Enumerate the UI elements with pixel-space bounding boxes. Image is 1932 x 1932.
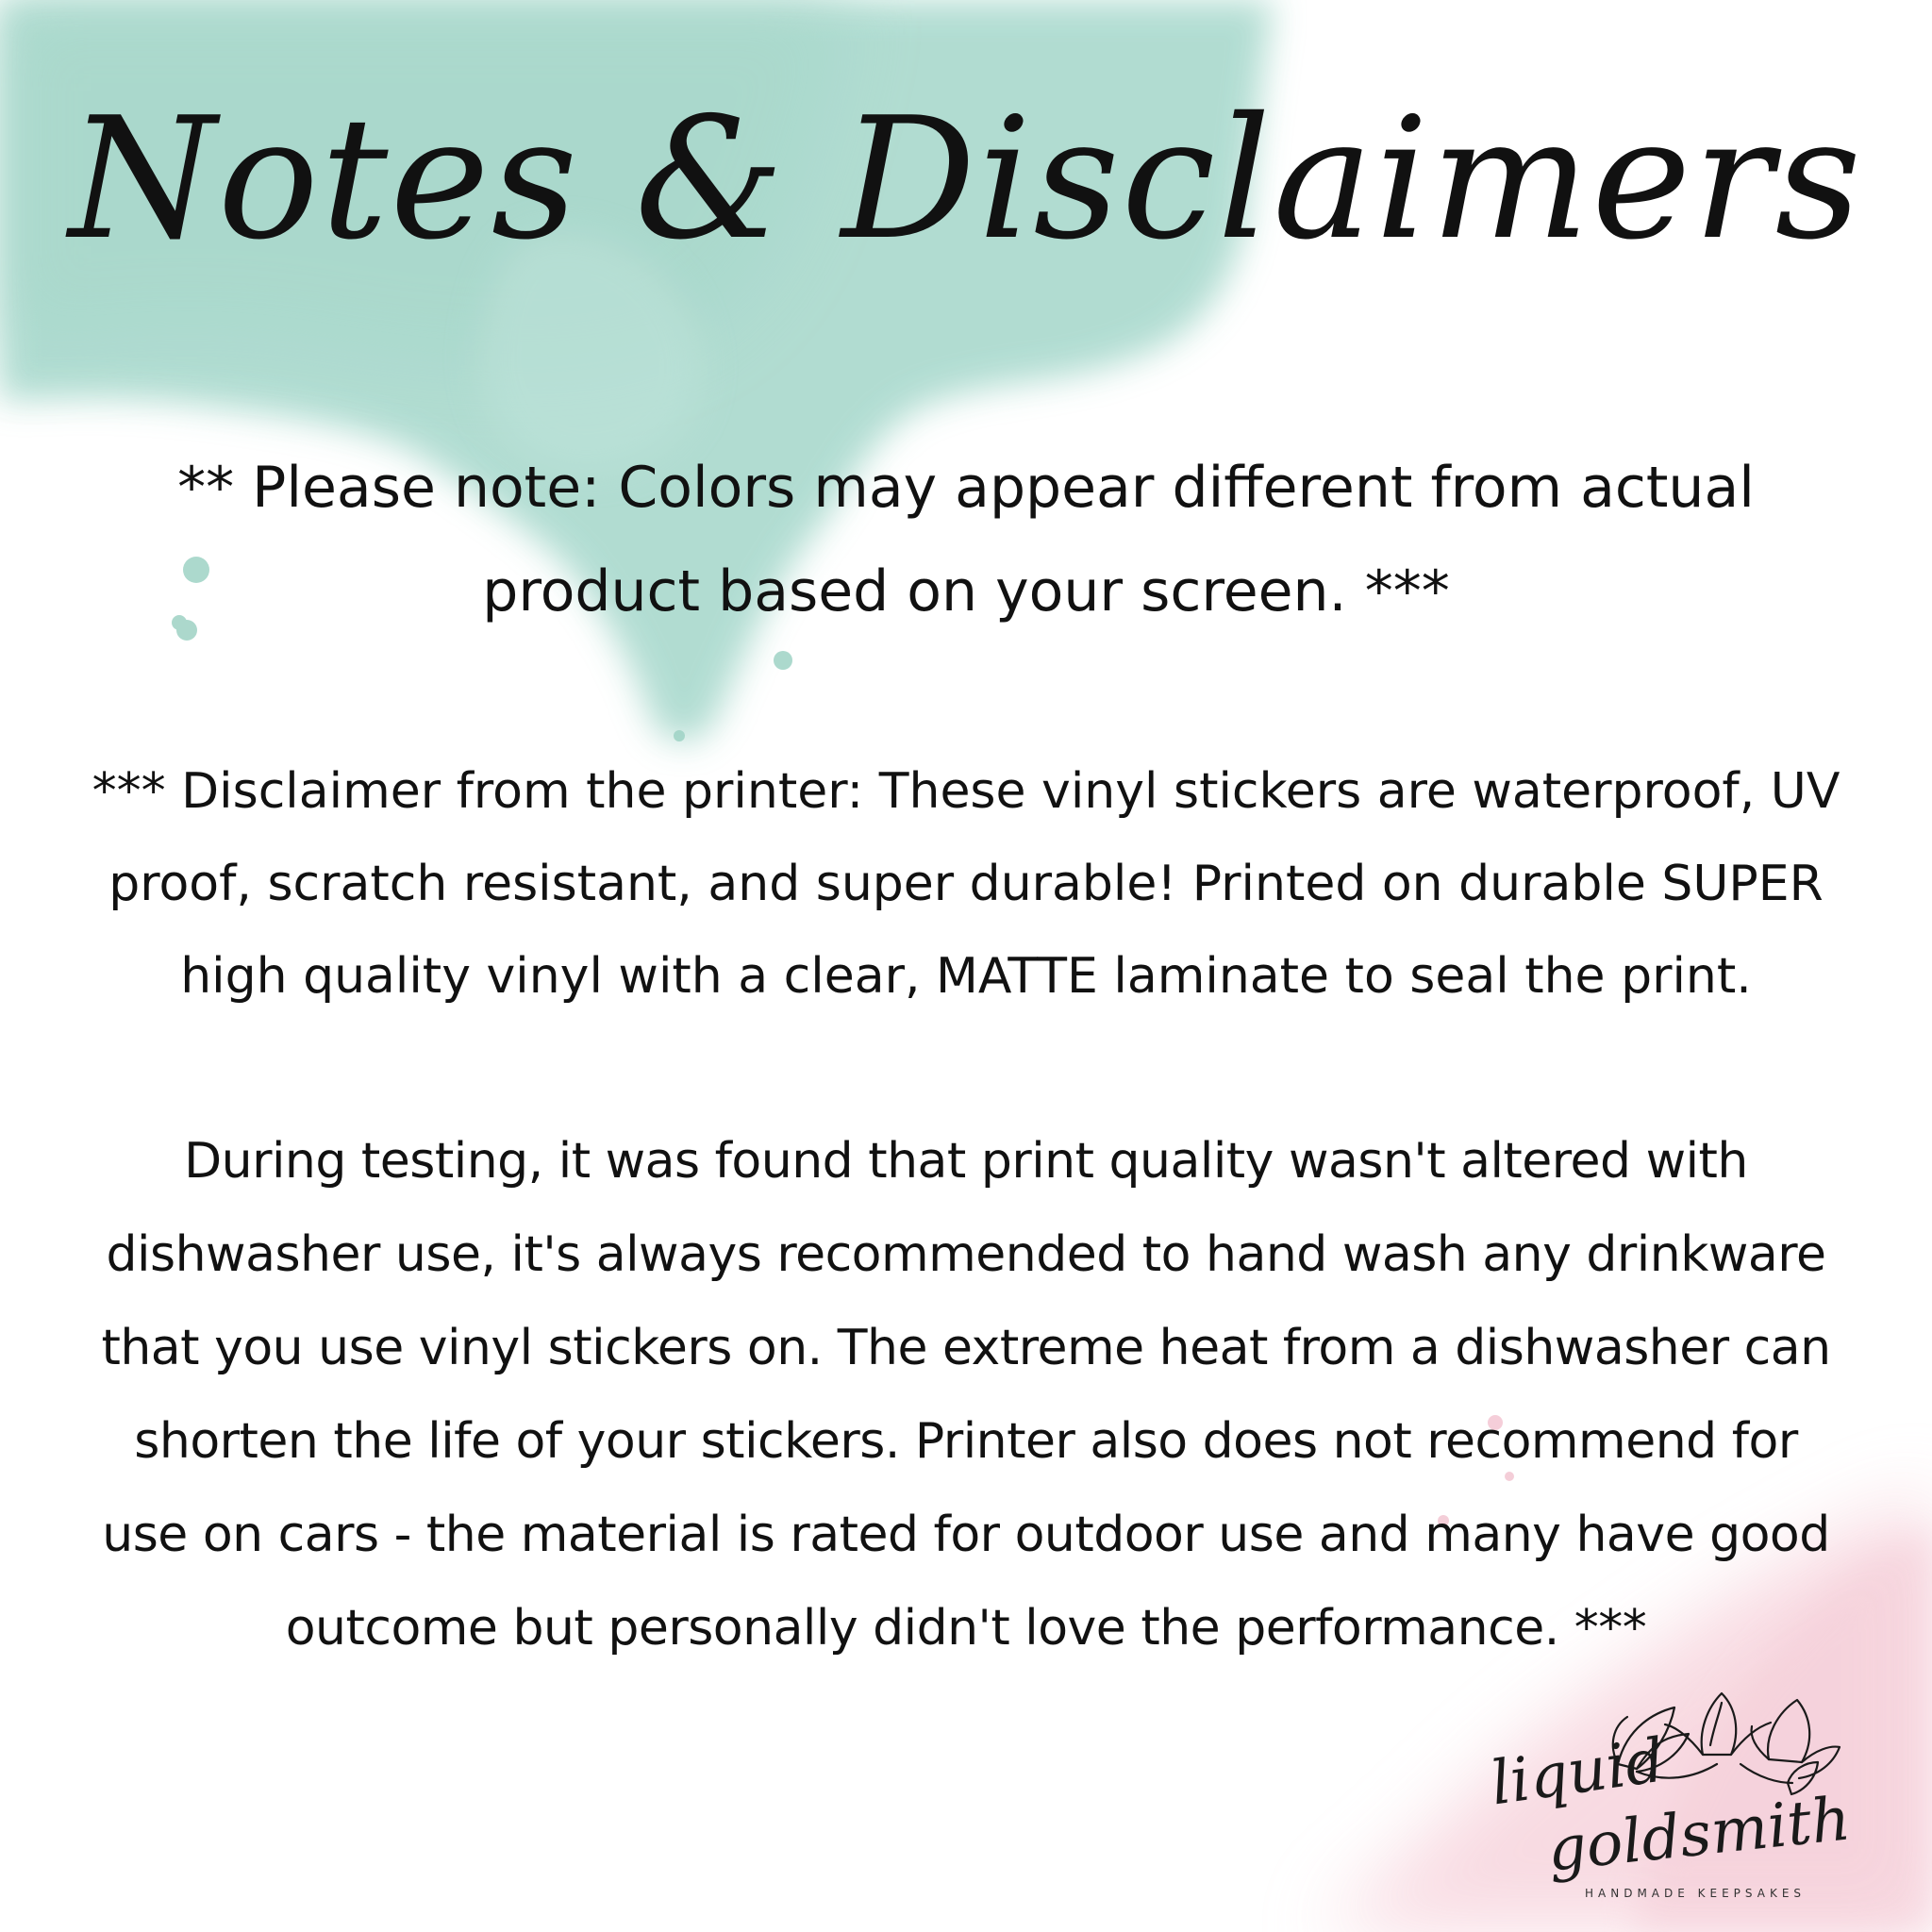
- color-note-line: ** Please note: Colors may appear different from actual: [177, 455, 1755, 521]
- brand-name-line1: liquid: [1486, 1725, 1669, 1820]
- printer-disclaimer-line: high quality vinyl with a clear, MATTE laminate to seal the print.: [180, 948, 1752, 1005]
- testing-note-line: shorten the life of your stickers. Printer also does not recommend for: [134, 1413, 1798, 1470]
- printer-disclaimer-line: *** Disclaimer from the printer: These vinyl stickers are waterproof, UV: [92, 763, 1840, 820]
- color-note-line: product based on your screen. ***: [482, 558, 1450, 625]
- testing-note-line: use on cars - the material is rated for outdoor use and many have good: [102, 1507, 1830, 1563]
- brand-name-line2: goldsmith: [1544, 1784, 1854, 1886]
- testing-note: [0, 1115, 1932, 1675]
- testing-note-line: outcome but personally didn't love the performance. ***: [285, 1600, 1647, 1657]
- page-title: Notes & Disclaimers: [69, 81, 1863, 276]
- testing-note-line: During testing, it was found that print quality wasn't altered with: [184, 1133, 1748, 1190]
- testing-note-line: dishwasher use, it's always recommended to hand wash any drinkware: [106, 1226, 1826, 1283]
- printer-disclaimer: [0, 745, 1932, 1023]
- brand-logo: [1472, 1689, 1896, 1906]
- testing-note-line: that you use vinyl stickers on. The extreme heat from a dishwasher can: [101, 1320, 1831, 1376]
- printer-disclaimer-line: proof, scratch resistant, and super durable! Printed on durable SUPER: [108, 856, 1824, 912]
- brand-tagline: HANDMADE KEEPSAKES: [1585, 1887, 1807, 1900]
- color-note: [0, 436, 1932, 643]
